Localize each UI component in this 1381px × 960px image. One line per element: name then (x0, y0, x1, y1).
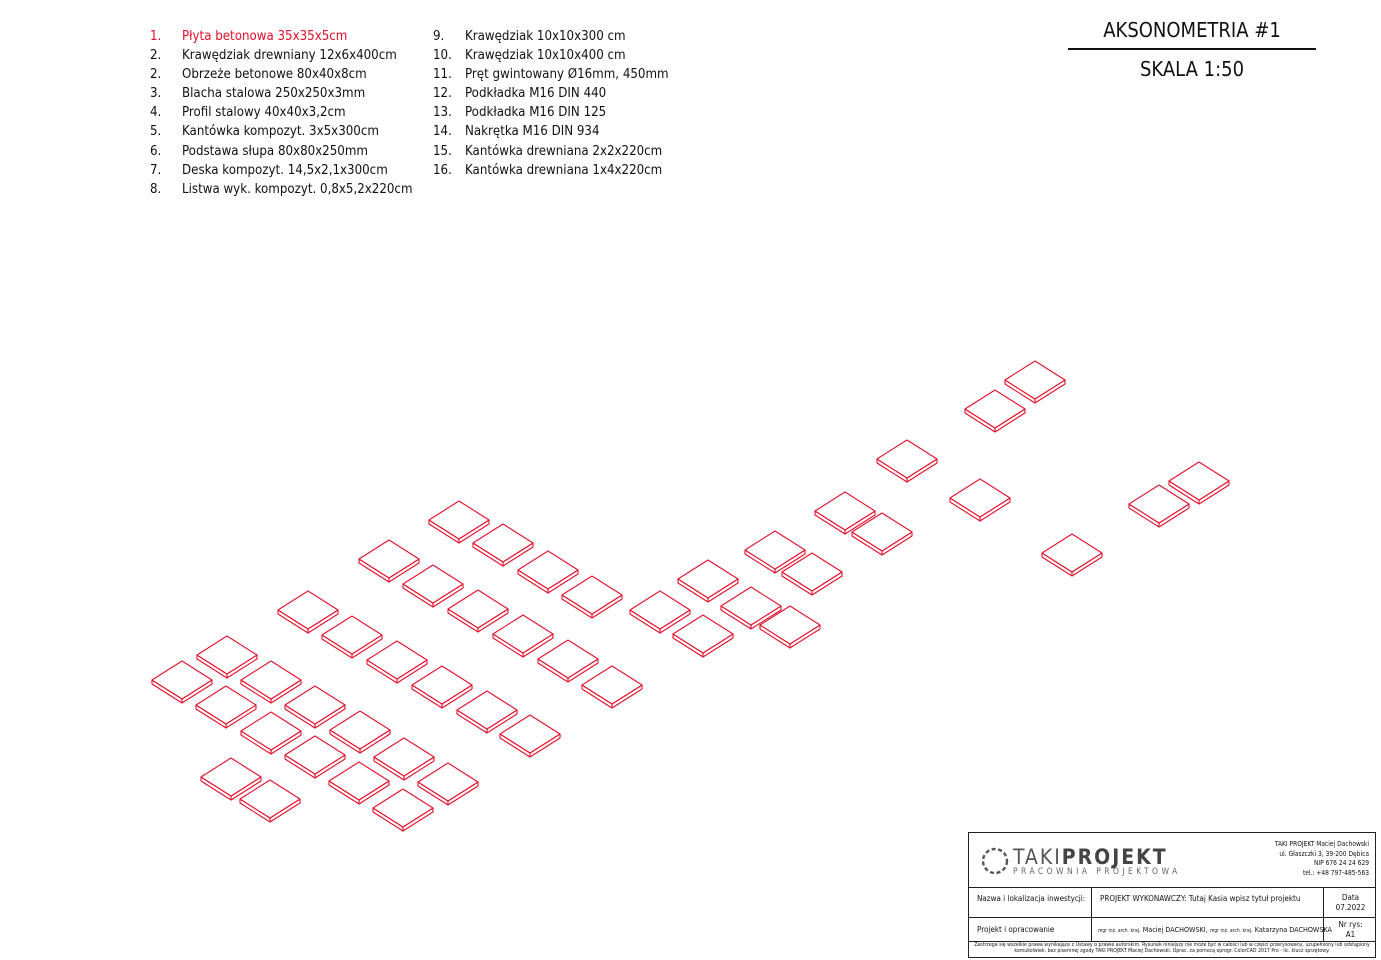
legend-item-text: Płyta betonowa 35x35x5cm (182, 29, 348, 44)
office-address: ul. Głaszczki 3, 39-200 Dębica (1279, 849, 1369, 858)
legend-item-text: Kantówka kompozyt. 3x5x300cm (182, 124, 379, 140)
copyright-notice: Zastrzega się wszelkie prawa wynikające z Ustawy o prawie autorskim. Rysunek niniejszy nie może być w całości lub w części przerysowany, uzupełniony lub odstąpiony komukolwiek, bez pisemnej zgody TAKI PROJEKT Maciej Dachowski. Oprac. za pomocą oprogr. ColorCAD 2017 Pro - lic. klucz sprzętowy. (974, 942, 1370, 955)
drawing-title: AKSONOMETRIA #1 (1103, 18, 1281, 42)
concrete-slab (329, 762, 389, 804)
office-info (1275, 840, 1369, 878)
legend-item-text: Podkładka M16 DIN 440 (465, 86, 607, 102)
date-cell (1323, 888, 1377, 917)
legend-item-number: 2. (150, 48, 162, 64)
concrete-slab (241, 661, 301, 703)
concrete-slab (196, 686, 256, 728)
concrete-slab (403, 565, 463, 607)
legend-item-text: Pręt gwintowany Ø16mm, 450mm (465, 67, 669, 83)
legend-item-number: 3. (150, 86, 162, 102)
office-tel: tel.: +48 797-485-563 (1302, 868, 1369, 877)
legend-item-text: Krawędziak drewniany 12x6x400cm (182, 48, 397, 64)
legend-item-number: 5. (150, 124, 162, 140)
legend-item-text: Krawędziak 10x10x400 cm (465, 48, 626, 64)
concrete-slab (448, 590, 508, 632)
concrete-slab (562, 576, 622, 618)
brand-name-bold: PROJEKT (1061, 845, 1168, 869)
legend-item-text: Profil stalowy 40x40x3,2cm (182, 105, 346, 121)
legend-item-text: Blacha stalowa 250x250x3mm (182, 86, 366, 102)
concrete-slab (950, 479, 1010, 521)
sheet-cell (1323, 918, 1377, 941)
designers (1091, 918, 1332, 941)
concrete-slab (582, 666, 642, 708)
concrete-slab (473, 524, 533, 566)
brand-name-light: TAKI (1013, 845, 1062, 869)
logo (979, 845, 1011, 881)
concrete-slab (285, 686, 345, 728)
concrete-slab (518, 551, 578, 593)
concrete-slab (322, 616, 382, 658)
designer1-title: mgr inż. arch. kraj. (1098, 928, 1141, 934)
legend-item-number: 7. (150, 162, 162, 178)
concrete-slab (500, 715, 560, 757)
legend-item-text: Listwa wyk. kompozyt. 0,8x5,2x220cm (182, 181, 413, 197)
concrete-slab (278, 591, 338, 633)
drawing-scale: SKALA 1:50 (1139, 57, 1245, 81)
office-name: TAKI PROJEKT Maciej Dachowski (1274, 840, 1369, 848)
sheet-value: A1 (1345, 930, 1356, 939)
concrete-slab (374, 738, 434, 780)
legend-item-text: Obrzeże betonowe 80x40x8cm (182, 67, 367, 83)
brand-name (1013, 845, 1168, 869)
sheet-label: Nr rys: (1338, 920, 1363, 929)
concrete-slab (457, 691, 517, 733)
legend-item-number: 2. (150, 67, 162, 83)
title-box (968, 832, 1376, 958)
title-box-row-design (969, 918, 1375, 942)
concrete-slab (678, 560, 738, 602)
legend-item-text: Kantówka drewniana 1x4x220cm (465, 162, 663, 178)
legend-item-text: Kantówka drewniana 2x2x220cm (465, 143, 663, 159)
legend-item-number: 1. (150, 29, 162, 44)
concrete-slab (412, 666, 472, 708)
project-title: PROJEKT WYKONAWCZY: Tutaj Kasia wpisz tytuł projektu (1091, 888, 1323, 917)
concrete-slab (538, 640, 598, 682)
date-label: Data (1341, 893, 1360, 902)
design-label: Projekt i opracowanie (977, 925, 1055, 934)
legend-item-number: 8. (150, 181, 162, 197)
concrete-slab (1042, 534, 1102, 576)
legend-item-text: Nakrętka M16 DIN 934 (465, 124, 600, 140)
concrete-slab (877, 440, 937, 482)
office-nip: NIP 676 24 24 629 (1313, 859, 1369, 867)
concrete-slab (1005, 361, 1065, 403)
investment-label: Nazwa i lokalizacja inwestycji: (977, 894, 1086, 903)
concrete-slab (359, 540, 419, 582)
legend-item-text: Deska kompozyt. 14,5x2,1x300cm (182, 162, 388, 178)
concrete-slab (367, 641, 427, 683)
legend-item-number: 4. (150, 105, 162, 121)
legend-item-number: 15. (433, 143, 452, 159)
designer2-title: mgr inż. arch. kraj. (1210, 928, 1253, 934)
legend-item-number: 10. (433, 48, 452, 64)
concrete-slab (373, 789, 433, 831)
brand-subtitle: PRACOWNIA PROJEKTOWA (1013, 867, 1181, 877)
concrete-slab (630, 591, 690, 633)
concrete-slab (152, 661, 212, 703)
legend-item-number: 14. (433, 124, 452, 140)
concrete-slab (673, 615, 733, 657)
legend-item-number: 11. (433, 67, 452, 83)
concrete-slab (429, 501, 489, 543)
concrete-slab (197, 636, 257, 678)
concrete-slab (285, 736, 345, 778)
concrete-slab (965, 390, 1025, 432)
legend-item-text: Podkładka M16 DIN 125 (465, 105, 607, 121)
legend-item-number: 12. (433, 86, 452, 102)
legend-item-number: 13. (433, 105, 452, 121)
legend-item-text: Krawędziak 10x10x300 cm (465, 29, 626, 44)
concrete-slab (330, 711, 390, 753)
concrete-slab (241, 712, 301, 754)
legend-item-number: 9. (433, 29, 445, 44)
designer1-name: Maciej DACHOWSKI, (1142, 925, 1208, 934)
legend-item-number: 6. (150, 143, 162, 159)
logo-circle-icon (979, 845, 1011, 877)
legend-item-number: 16. (433, 162, 452, 178)
concrete-slab (418, 763, 478, 805)
title-box-row-investment (969, 888, 1375, 918)
title-box-header (969, 833, 1375, 888)
date-value: 07.2022 (1335, 903, 1366, 912)
designer2-name: Katarzyna DACHOWSKA (1254, 925, 1332, 934)
concrete-slab (493, 615, 553, 657)
legend-item-text: Podstawa słupa 80x80x250mm (182, 143, 368, 159)
